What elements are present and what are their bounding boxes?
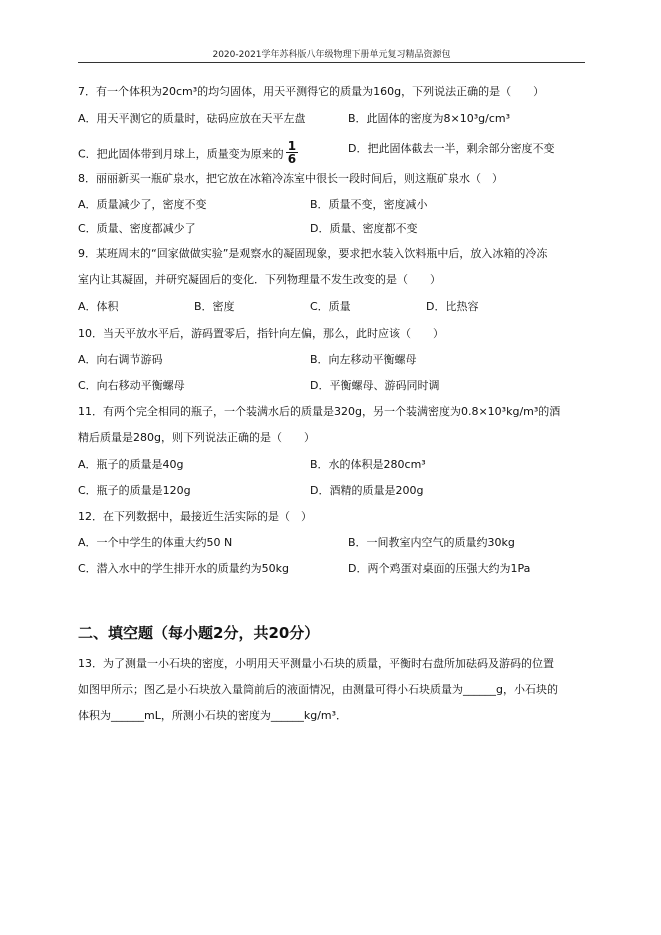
question-8-option-a: A．质量减少了，密度不变 [78,198,207,211]
question-12-option-c: C．潜入水中的学生排开水的质量约为50kg [78,562,290,575]
question-8-option-c: C．质量、密度都减少了 [78,222,196,235]
question-9-option-d: D．比热容 [426,300,479,313]
fraction-one-sixth [286,140,298,165]
question-7-option-c-text: C．把此固体带到月球上，质量变为原来的 [78,147,284,161]
question-7-stem: 7．有一个体积为20cm³的均匀固体，用天平测得它的质量为160g，下列说法正确的是（ ） [78,85,545,98]
question-13-line1: 13．为了测量一小石块的密度，小明用天平测量小石块的质量，平衡时右盘所加砝码及游码的位置 [78,657,554,670]
fraction-numerator: 1 [287,139,297,153]
page-header: 2020-2021学年苏科版八年级物理下册单元复习精品资源包 [212,50,451,60]
question-11-option-d: D．酒精的质量是200g [310,484,424,497]
question-9-stem-line1: 9．某班周末的“回家做做实验”是观察水的凝固现象，要求把水装入饮料瓶中后，放入冰箱的冷冻 [78,247,548,260]
question-7-option-c [78,139,298,167]
question-12-option-b: B．一间教室内空气的质量约30kg [348,536,515,549]
question-9-option-c: C．质量 [310,300,351,313]
question-11-option-a: A．瓶子的质量是40g [78,458,184,471]
question-9-option-b: B．密度 [194,300,235,313]
question-9-stem-line2: 室内让其凝固，并研究凝固后的变化．下列物理量不发生改变的是（ ） [78,273,441,286]
question-12-option-a: A．一个中学生的体重大约50 N [78,536,233,549]
question-11-option-c: C．瓶子的质量是120g [78,484,191,497]
question-7-option-b: B．此固体的密度为8×10³g/cm³ [348,112,511,125]
question-8-option-b: B．质量不变，密度减小 [310,198,428,211]
question-13-line2: 如图甲所示；图乙是小石块放入量筒前后的液面情况，由测量可得小石块质量为______g，小石块的 [78,683,558,696]
header-divider [78,62,585,63]
question-10-option-a: A．向右调节游码 [78,353,163,366]
question-12-option-d: D．两个鸡蛋对桌面的压强大约为1Pa [348,562,531,575]
fraction-denominator: 6 [287,152,297,166]
question-10-option-b: B．向左移动平衡螺母 [310,353,417,366]
question-10-option-c: C．向右移动平衡螺母 [78,379,185,392]
question-12-stem: 12．在下列数据中，最接近生活实际的是（ ） [78,510,312,523]
question-10-option-d: D．平衡螺母、游码同时调 [310,379,440,392]
question-9-option-a: A．体积 [78,300,119,313]
question-11-option-b: B．水的体积是280cm³ [310,458,426,471]
question-8-option-d: D．质量、密度都不变 [310,222,418,235]
question-11-stem-line1: 11．有两个完全相同的瓶子，一个装满水后的质量是320g，另一个装满密度为0.8×10³kg/m³的酒 [78,405,561,418]
question-13-line3: 体积为______mL，所测小石块的密度为______kg/m³． [78,709,348,722]
question-11-stem-line2: 精后质量是280g，则下列说法正确的是（ ） [78,431,315,444]
question-8-stem: 8．丽丽新买一瓶矿泉水，把它放在冰箱冷冻室中很长一段时间后，则这瓶矿泉水（ ） [78,172,503,185]
question-7-option-d: D．把此固体截去一半，剩余部分密度不变 [348,142,555,155]
section-2-heading: 二、填空题（每小题2分，共20分） [78,624,320,642]
question-7-option-a: A．用天平测它的质量时，砝码应放在天平左盘 [78,112,306,125]
question-10-stem: 10．当天平放水平后，游码置零后，指针向左偏，那么，此时应该（ ） [78,327,444,340]
